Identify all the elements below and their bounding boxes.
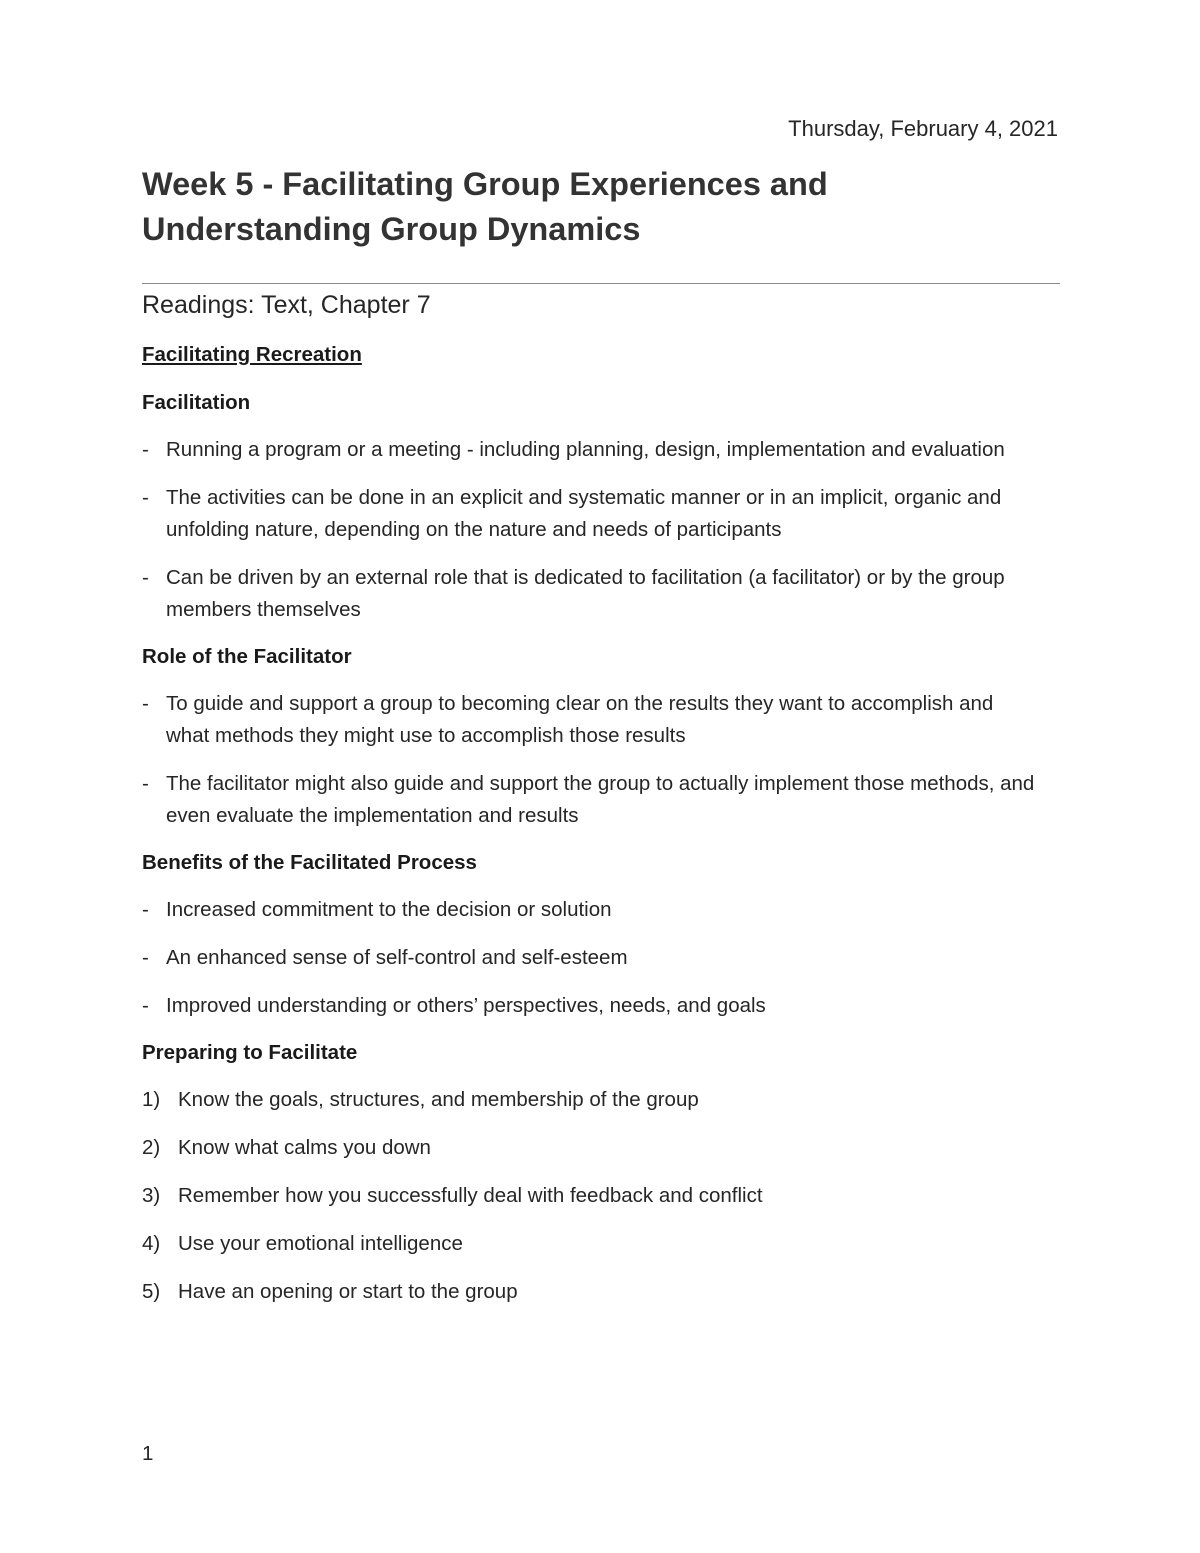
dash-bullet: -: [142, 946, 149, 969]
numbered-item: [142, 1180, 1042, 1212]
list-item-text: The facilitator might also guide and support the group to actually implement those methods, and even evaluate the implementation and results: [166, 772, 1035, 827]
numbered-item-text: Know the goals, structures, and membership of the group: [178, 1088, 699, 1111]
section-facilitating-recreation: Facilitating Recreation: [142, 343, 362, 366]
document-date: Thursday, February 4, 2021: [788, 116, 1058, 141]
heading-preparing: Preparing to Facilitate: [142, 1041, 358, 1064]
heading-facilitation: Facilitation: [142, 391, 251, 414]
list-item: [142, 894, 1042, 926]
dash-bullet: -: [142, 994, 149, 1017]
numbered-item-text: Use your emotional intelligence: [178, 1232, 463, 1255]
document-body: [142, 340, 1042, 1324]
benefits-list: [142, 894, 1042, 1022]
numbered-item: [142, 1276, 1042, 1308]
item-number: 3): [142, 1184, 161, 1207]
list-item-text: The activities can be done in an explicit and systematic manner or in an implicit, organic and unfolding nature, depending on the nature and needs of participants: [166, 486, 1002, 541]
title-divider: [142, 283, 1060, 284]
list-item: [142, 942, 1042, 974]
page-number: 1: [142, 1442, 154, 1465]
list-item: [142, 434, 1042, 466]
dash-bullet: -: [142, 486, 149, 509]
list-item: [142, 768, 1042, 832]
list-item-text: Increased commitment to the decision or solution: [166, 898, 612, 921]
item-number: 4): [142, 1232, 161, 1255]
list-item-text: Running a program or a meeting - including planning, design, implementation and evaluation: [166, 438, 1005, 461]
item-number: 2): [142, 1136, 161, 1159]
list-item-text: To guide and support a group to becoming clear on the results they want to accomplish and what methods they might use to accomplish those results: [166, 692, 994, 747]
numbered-item-text: Know what calms you down: [178, 1136, 431, 1159]
numbered-item: [142, 1228, 1042, 1260]
item-number: 1): [142, 1088, 161, 1111]
numbered-item: [142, 1084, 1042, 1116]
dash-bullet: -: [142, 898, 149, 921]
preparing-list: [142, 1084, 1042, 1308]
role-list: [142, 688, 1042, 832]
dash-bullet: -: [142, 692, 149, 715]
dash-bullet: -: [142, 772, 149, 795]
numbered-item: [142, 1132, 1042, 1164]
list-item: [142, 562, 1042, 626]
list-item: [142, 990, 1042, 1022]
heading-role-of-facilitator: Role of the Facilitator: [142, 645, 352, 668]
list-item-text: An enhanced sense of self-control and self-esteem: [166, 946, 628, 969]
facilitation-list: [142, 434, 1042, 626]
item-number: 5): [142, 1280, 161, 1303]
dash-bullet: -: [142, 438, 149, 461]
list-item-text: Can be driven by an external role that is dedicated to facilitation (a facilitator) or by the group members themselves: [166, 566, 1005, 621]
readings-line: Readings: Text, Chapter 7: [142, 291, 431, 319]
list-item: [142, 688, 1042, 752]
heading-benefits: Benefits of the Facilitated Process: [142, 851, 477, 874]
numbered-item-text: Remember how you successfully deal with feedback and conflict: [178, 1184, 763, 1207]
numbered-item-text: Have an opening or start to the group: [178, 1280, 518, 1303]
dash-bullet: -: [142, 566, 149, 589]
document-title: Week 5 - Facilitating Group Experiences and Understanding Group Dynamics: [142, 166, 828, 247]
list-item-text: Improved understanding or others’ perspectives, needs, and goals: [166, 994, 766, 1017]
list-item: [142, 482, 1042, 546]
